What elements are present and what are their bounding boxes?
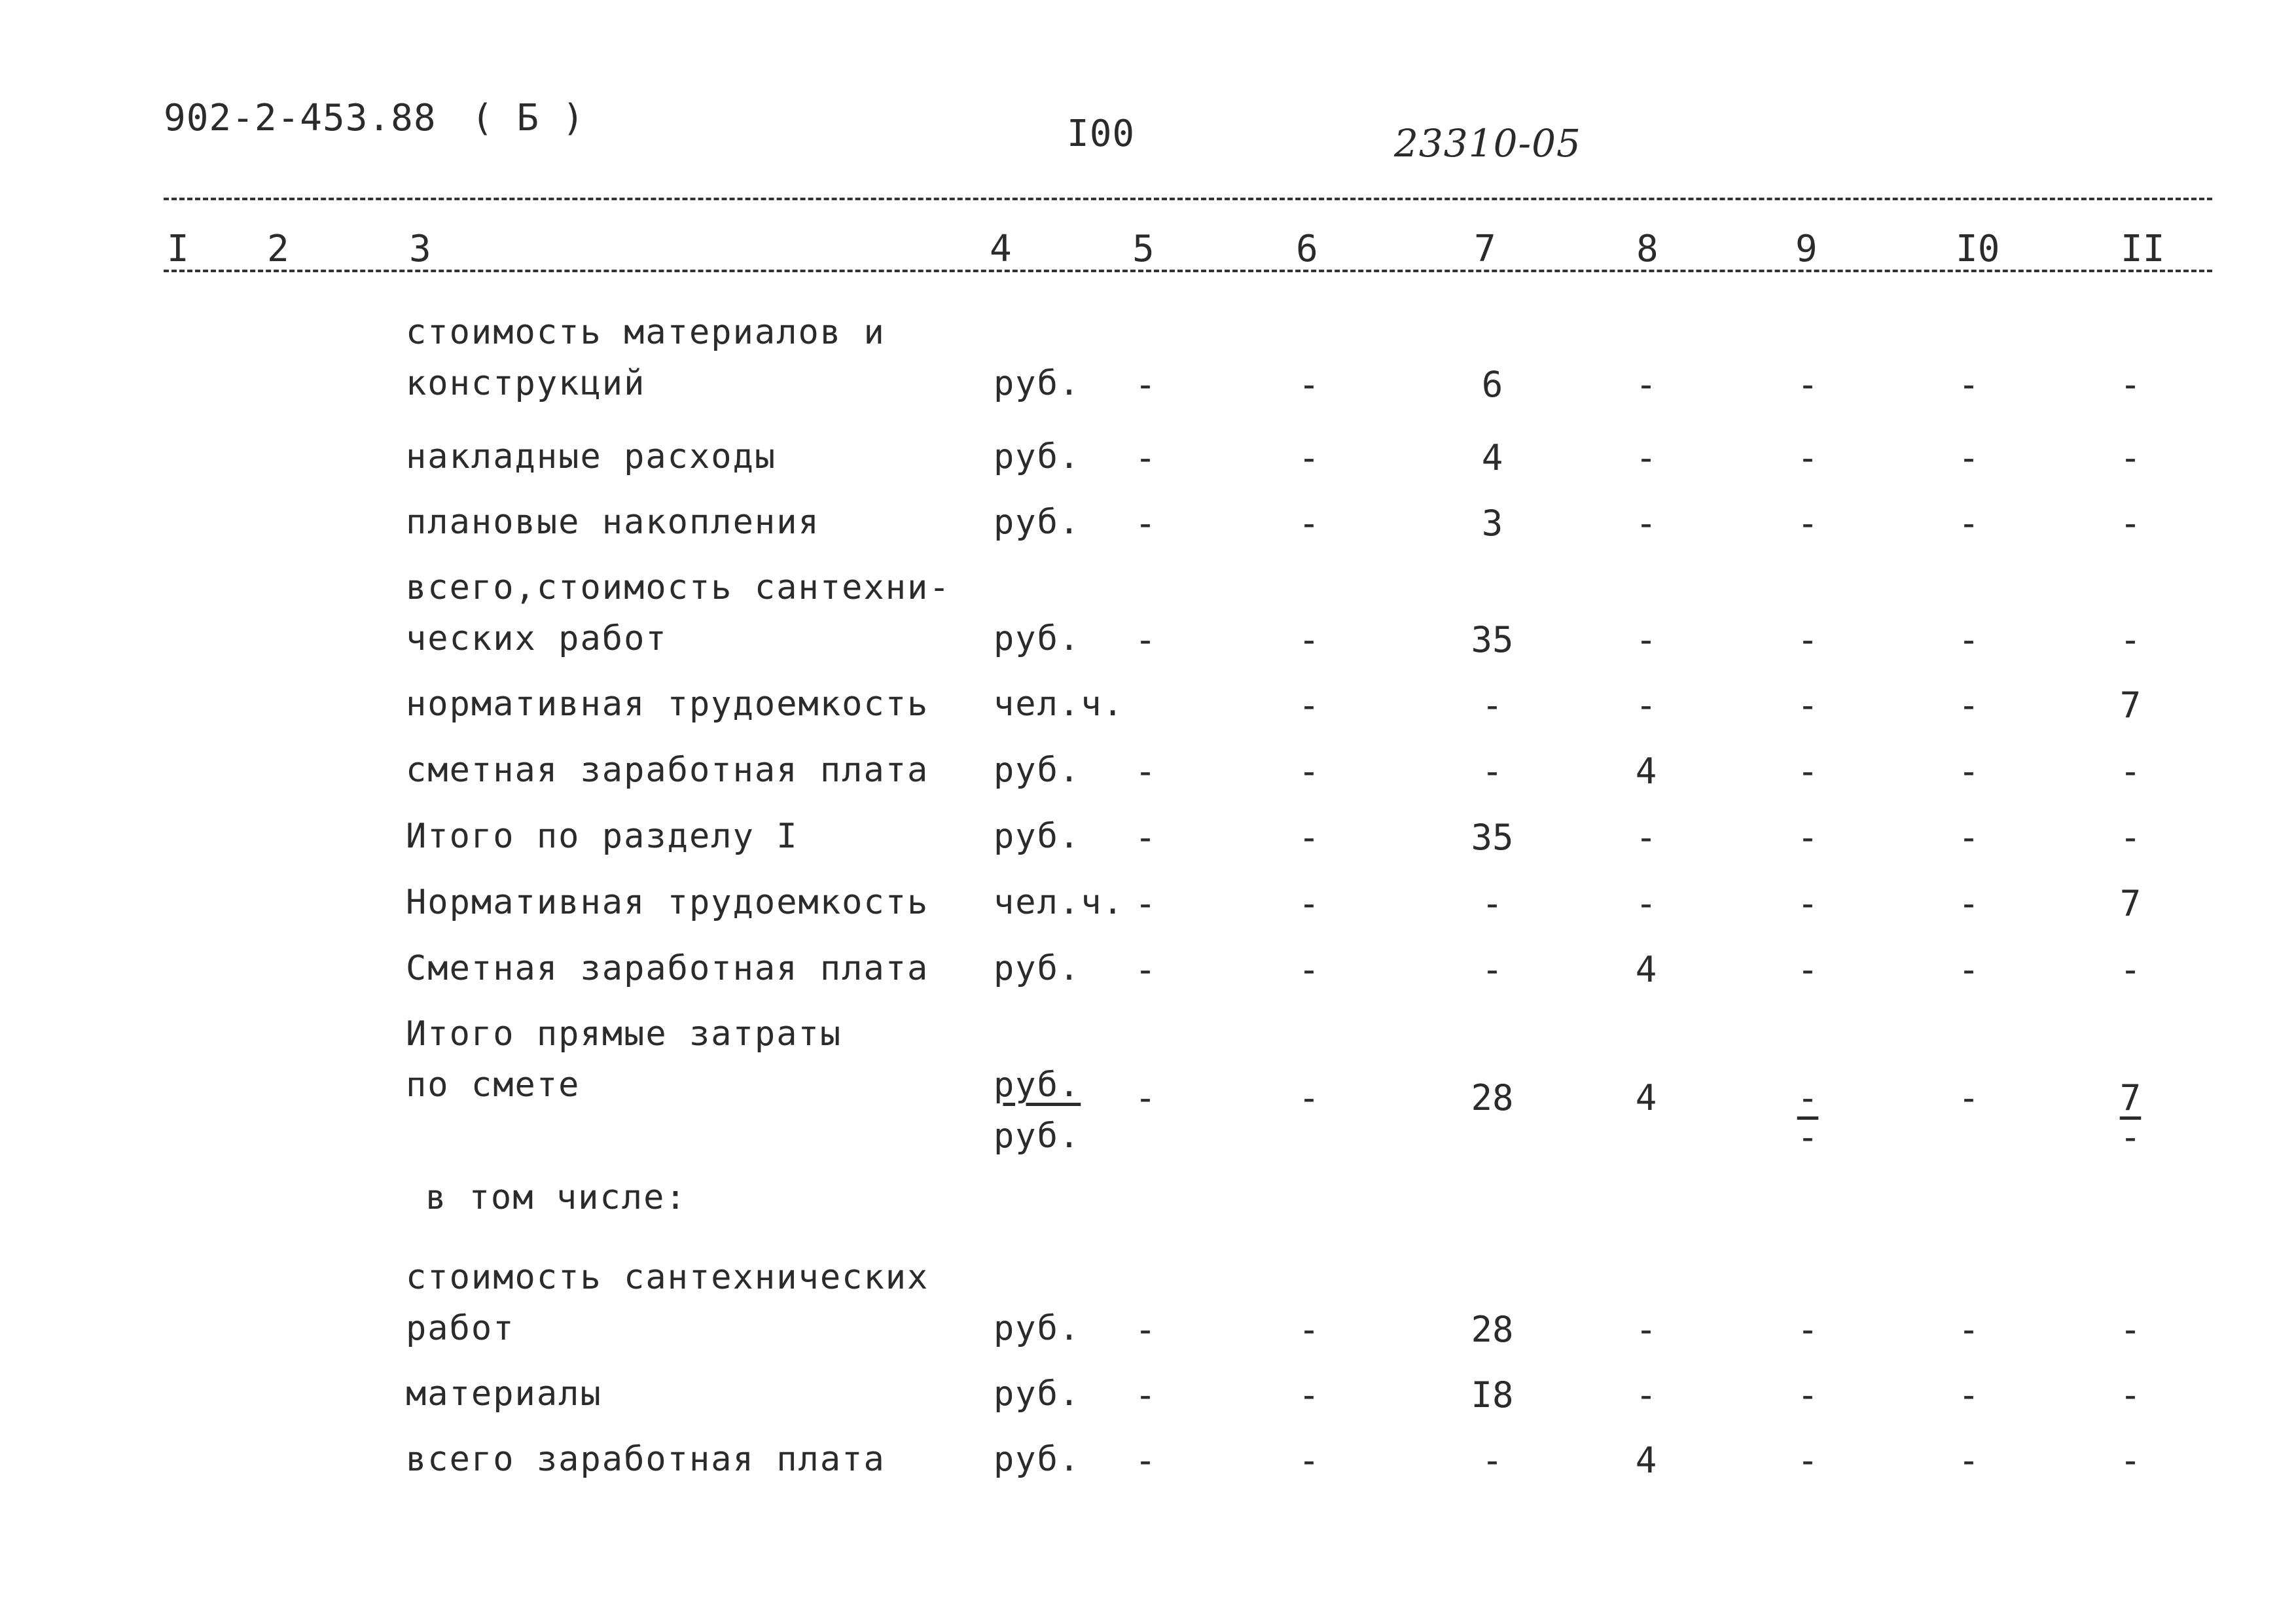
- row-value-cell: -: [1298, 1440, 1320, 1481]
- total-value-cell: -: [1134, 1077, 1157, 1118]
- column-number: I: [167, 228, 189, 270]
- row-value-cell: -: [1797, 1440, 1819, 1481]
- row-value-cell: -: [1298, 751, 1320, 792]
- column-header-dashed-rule: [164, 270, 2212, 272]
- column-number: 5: [1132, 228, 1155, 270]
- row-unit: руб.: [994, 1374, 1081, 1414]
- column-number: 9: [1795, 228, 1818, 270]
- row-value-cell: -: [1298, 949, 1320, 990]
- row-unit: руб.: [994, 503, 1081, 542]
- row-value-cell: -: [2119, 364, 2142, 405]
- row-value-cell: -: [2119, 817, 2142, 858]
- row-label: ческих работ: [406, 619, 668, 658]
- total-value-cell: 28: [1471, 1077, 1514, 1118]
- row-value-cell: -: [1134, 1440, 1157, 1481]
- row-value-cell: -: [1797, 1374, 1819, 1416]
- row-value-cell: -: [1134, 949, 1157, 990]
- row-unit: руб.: [994, 1309, 1081, 1348]
- row-value-cell: -: [1635, 437, 1657, 478]
- total-value-bottom-cell: -: [2119, 1116, 2142, 1158]
- row-value-cell: -: [1134, 503, 1157, 544]
- row-value-cell: -: [1134, 883, 1157, 924]
- row-value-cell: -: [1481, 883, 1503, 924]
- row-value-cell: -: [2119, 619, 2142, 660]
- row-value-cell: -: [1298, 619, 1320, 660]
- total-value-cell: -: [1797, 1077, 1819, 1118]
- row-value-cell: -: [2119, 751, 2142, 792]
- row-value-cell: -: [1958, 619, 1980, 660]
- row-value-cell: 7: [2119, 883, 2142, 924]
- column-number: 6: [1296, 228, 1318, 270]
- row-value-cell: -: [2119, 503, 2142, 544]
- row-value-cell: -: [1134, 437, 1157, 478]
- total-label: по смете: [406, 1065, 581, 1105]
- row-label: стоимость материалов и: [406, 313, 886, 352]
- row-value-cell: 4: [1635, 949, 1657, 990]
- column-number: 7: [1474, 228, 1496, 270]
- subheading: в том числе:: [425, 1178, 687, 1217]
- column-number: 8: [1636, 228, 1659, 270]
- column-number: 2: [267, 228, 289, 270]
- row-unit: руб.: [994, 364, 1081, 403]
- total-value-cell: -: [1298, 1077, 1320, 1118]
- row-value-cell: -: [1958, 503, 1980, 544]
- handwritten-number: 23310-05: [1394, 121, 1581, 166]
- sheet-mark: ( Б ): [471, 97, 585, 139]
- row-value-cell: 4: [1635, 751, 1657, 792]
- row-unit: руб.: [994, 619, 1081, 658]
- row-unit: чел.ч.: [994, 883, 1124, 922]
- row-value-cell: 7: [2119, 685, 2142, 726]
- column-number: I0: [1956, 228, 2000, 270]
- row-value-cell: -: [1298, 883, 1320, 924]
- row-label: Сметная заработная плата: [406, 949, 929, 988]
- row-value-cell: -: [1958, 685, 1980, 726]
- row-value-cell: -: [1134, 619, 1157, 660]
- total-label: Итого прямые затраты: [406, 1014, 842, 1054]
- row-value-cell: -: [1797, 949, 1819, 990]
- row-value-cell: -: [1134, 364, 1157, 405]
- row-value-cell: 3: [1481, 503, 1503, 544]
- row-value-cell: -: [1635, 883, 1657, 924]
- total-value-cell: 7: [2119, 1077, 2142, 1118]
- row-value-cell: -: [1958, 949, 1980, 990]
- row-value-cell: 35: [1471, 619, 1514, 660]
- row-value-cell: -: [1481, 685, 1503, 726]
- row-value-cell: -: [1635, 1309, 1657, 1350]
- row-value-cell: -: [1298, 817, 1320, 858]
- row-unit: руб.: [994, 437, 1081, 476]
- row-value-cell: -: [1298, 437, 1320, 478]
- row-value-cell: 6: [1481, 364, 1503, 405]
- row-label: конструкций: [406, 364, 646, 403]
- row-value-cell: 35: [1471, 817, 1514, 858]
- row-value-cell: -: [1958, 1440, 1980, 1481]
- row-value-cell: -: [1134, 1309, 1157, 1350]
- row-value-cell: -: [1298, 685, 1320, 726]
- document-code: 902-2-453.88: [164, 97, 437, 139]
- row-value-cell: -: [1134, 817, 1157, 858]
- row-value-cell: -: [1958, 364, 1980, 405]
- row-unit: руб.: [994, 817, 1081, 856]
- row-value-cell: -: [2119, 437, 2142, 478]
- row-value-cell: -: [1635, 685, 1657, 726]
- row-value-cell: -: [1635, 817, 1657, 858]
- row-value-cell: -: [2119, 1440, 2142, 1481]
- row-label: Нормативная трудоемкость: [406, 883, 929, 922]
- row-value-cell: -: [1797, 883, 1819, 924]
- total-value-cell: 4: [1635, 1077, 1657, 1118]
- row-value-cell: -: [1958, 437, 1980, 478]
- row-label: Итого по разделу I: [406, 817, 798, 856]
- row-value-cell: 4: [1635, 1440, 1657, 1481]
- column-number: 3: [409, 228, 431, 270]
- row-value-cell: -: [1797, 1309, 1819, 1350]
- row-label: работ: [406, 1309, 515, 1348]
- row-value-cell: 28: [1471, 1309, 1514, 1350]
- row-value-cell: -: [1298, 503, 1320, 544]
- row-unit: руб.: [994, 1440, 1081, 1479]
- row-label: всего,стоимость сантехни-: [406, 568, 951, 607]
- page-number: I00: [1067, 113, 1136, 155]
- row-value-cell: -: [1958, 883, 1980, 924]
- row-value-cell: -: [1481, 1440, 1503, 1481]
- row-unit: руб.: [994, 949, 1081, 988]
- row-value-cell: -: [1298, 364, 1320, 405]
- row-value-cell: -: [1298, 1374, 1320, 1416]
- row-value-cell: -: [1797, 685, 1819, 726]
- row-value-cell: -: [1958, 817, 1980, 858]
- row-value-cell: -: [1481, 949, 1503, 990]
- column-number: II: [2121, 228, 2165, 270]
- total-value-bottom-cell: -: [1797, 1116, 1819, 1158]
- row-label: всего заработная плата: [406, 1440, 886, 1479]
- row-unit: руб.: [994, 751, 1081, 790]
- row-value-cell: -: [1958, 1309, 1980, 1350]
- column-number: 4: [990, 228, 1012, 270]
- row-value-cell: -: [1481, 751, 1503, 792]
- row-label: сметная заработная плата: [406, 751, 929, 790]
- row-value-cell: -: [1635, 619, 1657, 660]
- row-label: материалы: [406, 1374, 602, 1414]
- row-label: нормативная трудоемкость: [406, 685, 929, 724]
- row-value-cell: -: [2119, 1309, 2142, 1350]
- row-value-cell: -: [1635, 503, 1657, 544]
- total-unit-bottom: руб.: [994, 1116, 1081, 1156]
- total-unit-top: руб.: [994, 1065, 1081, 1105]
- row-value-cell: -: [1958, 1374, 1980, 1416]
- row-value-cell: -: [2119, 949, 2142, 990]
- top-dashed-rule: [164, 198, 2212, 200]
- row-value-cell: I8: [1471, 1374, 1514, 1416]
- row-value-cell: -: [1635, 364, 1657, 405]
- row-label: стоимость сантехнических: [406, 1258, 929, 1297]
- row-value-cell: -: [1797, 437, 1819, 478]
- row-value-cell: -: [1797, 619, 1819, 660]
- total-value-cell: -: [1958, 1077, 1980, 1118]
- row-value-cell: -: [1797, 751, 1819, 792]
- row-value-cell: -: [1797, 503, 1819, 544]
- row-value-cell: -: [1134, 1374, 1157, 1416]
- row-value-cell: -: [1797, 817, 1819, 858]
- row-value-cell: -: [1958, 751, 1980, 792]
- row-value-cell: -: [1635, 1374, 1657, 1416]
- row-label: накладные расходы: [406, 437, 777, 476]
- row-value-cell: -: [2119, 1374, 2142, 1416]
- row-unit: чел.ч.: [994, 685, 1124, 724]
- row-label: плановые накопления: [406, 503, 820, 542]
- row-value-cell: -: [1134, 751, 1157, 792]
- row-value-cell: 4: [1481, 437, 1503, 478]
- row-value-cell: -: [1797, 364, 1819, 405]
- row-value-cell: -: [1298, 1309, 1320, 1350]
